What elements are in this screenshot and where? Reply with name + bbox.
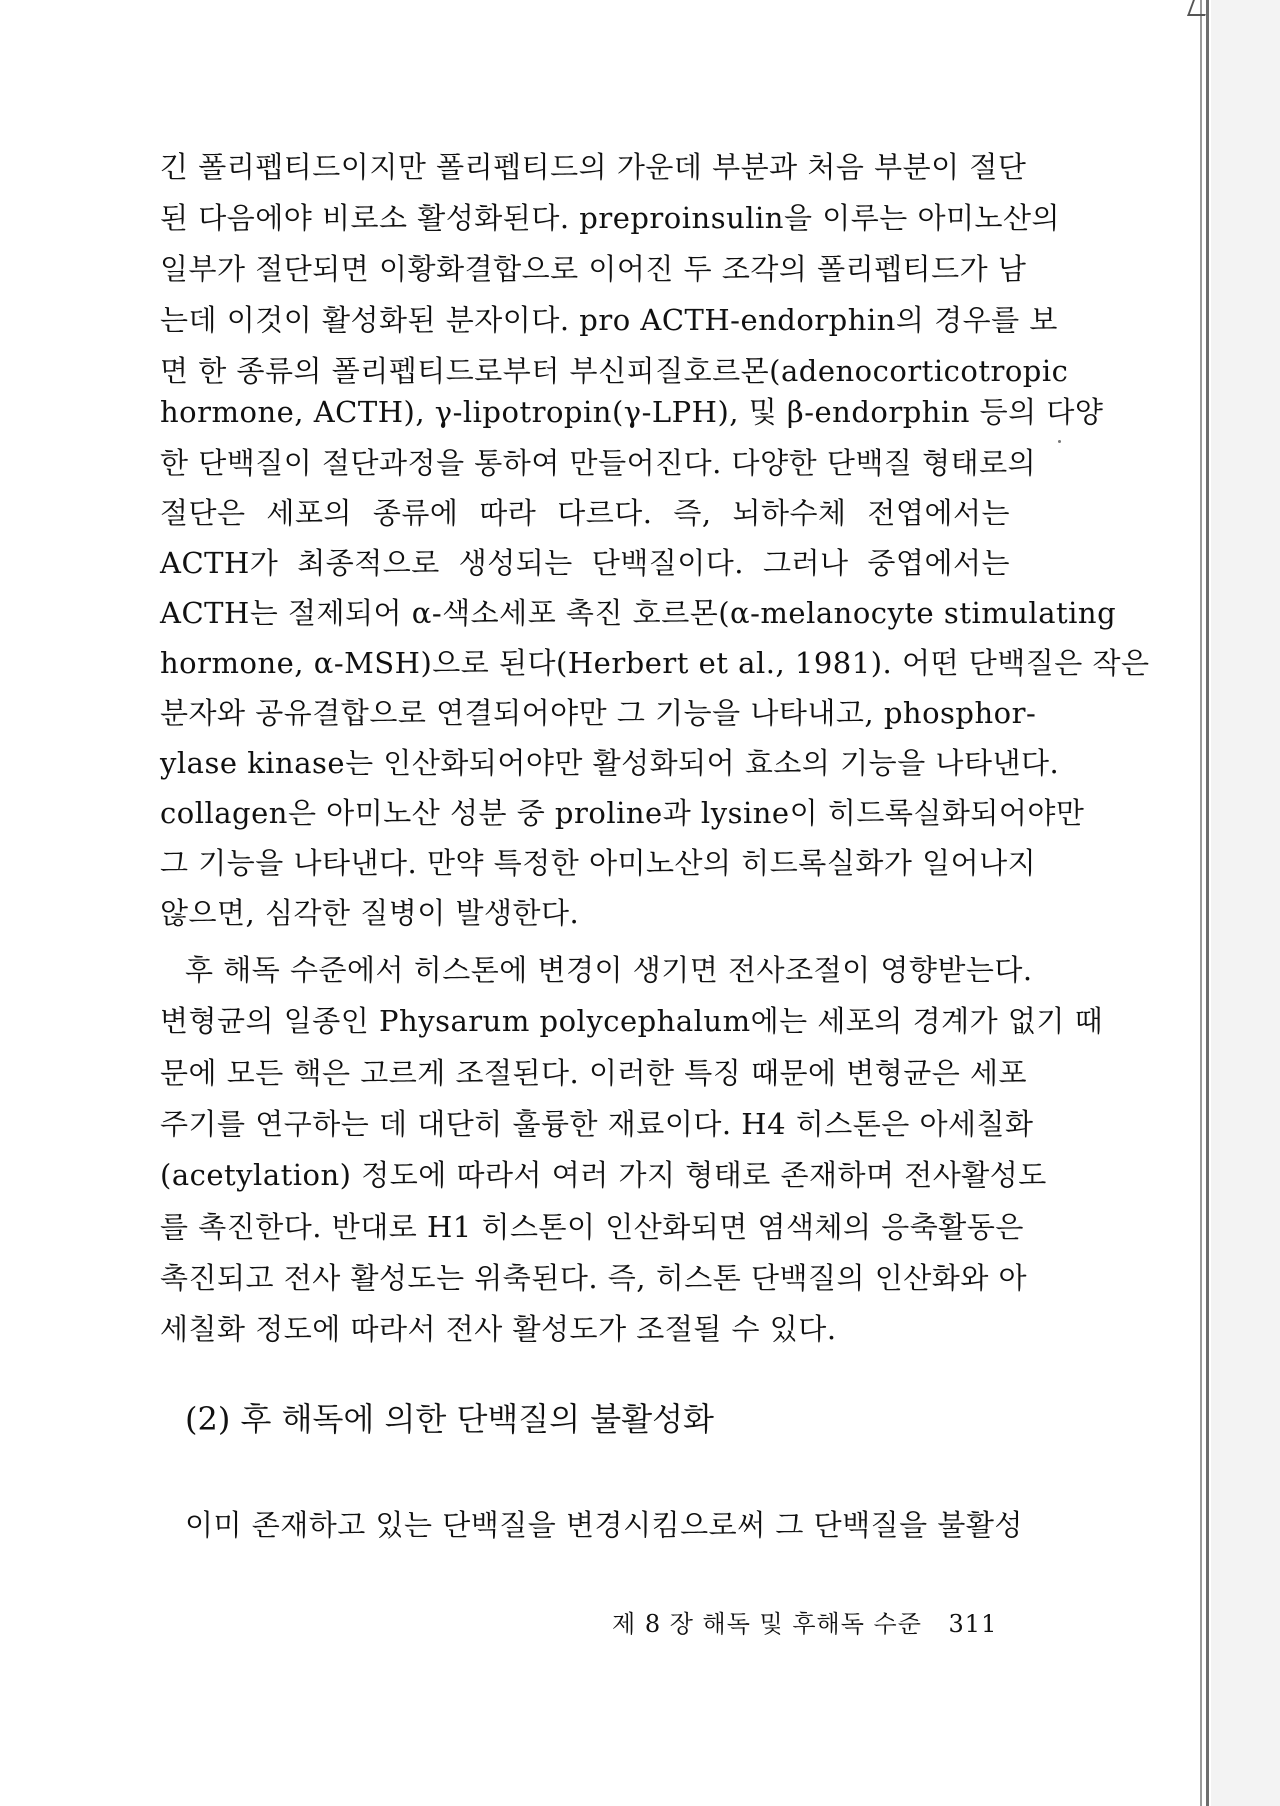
- scan-speck: [1058, 440, 1061, 443]
- text-line: hormone, ACTH), γ-lipotropin(γ-LPH), 및 β-endorphin 등의 다양: [160, 395, 1104, 429]
- text-line: 한 단백질이 절단과정을 통하여 만들어진다. 다양한 단백질 형태로의: [160, 446, 1037, 480]
- text-line: (acetylation) 정도에 따라서 여러 가지 형태로 존재하며 전사활성도: [160, 1158, 1047, 1192]
- text-line: ylase kinase는 인산화되어야만 활성화되어 효소의 기능을 나타낸다.: [160, 746, 1060, 780]
- text-line: 된 다음에야 비로소 활성화된다. preproinsulin을 이루는 아미노산의: [160, 201, 1061, 235]
- text-line: 그 기능을 나타낸다. 만약 특정한 아미노산의 히드록실화가 일어나지: [160, 846, 1037, 880]
- section-heading: (2) 후 해독에 의한 단백질의 불활성화: [185, 1400, 714, 1438]
- text-line: hormone, α-MSH)으로 된다(Herbert et al., 1981). 어떤 단백질은 작은: [160, 646, 1150, 680]
- text-line: 긴 폴리펩티드이지만 폴리펩티드의 가운데 부분과 처음 부분이 절단: [160, 150, 1027, 184]
- text-line: 후 해독 수준에서 히스톤에 변경이 생기면 전사조절이 영향받는다.: [185, 953, 1033, 987]
- page-number: 311: [948, 1610, 998, 1638]
- text-line: 문에 모든 핵은 고르게 조절된다. 이러한 특징 때문에 변형균은 세포: [160, 1056, 1028, 1090]
- page-edge: [1206, 0, 1209, 1806]
- text-line: 세칠화 정도에 따라서 전사 활성도가 조절될 수 있다.: [160, 1312, 837, 1346]
- text-line: 이미 존재하고 있는 단백질을 변경시킴으로써 그 단백질을 불활성: [185, 1508, 1023, 1542]
- text-line: 촉진되고 전사 활성도는 위축된다. 즉, 히스톤 단백질의 인산화와 아: [160, 1261, 1028, 1295]
- text-line: 는데 이것이 활성화된 분자이다. pro ACTH-endorphin의 경우를 보: [160, 303, 1058, 337]
- text-line: ACTH는 절제되어 α-색소세포 촉진 호르몬(α-melanocyte stimulating: [160, 596, 1117, 630]
- page-edge: [1200, 0, 1202, 1806]
- text-line: 를 촉진한다. 반대로 H1 히스톤이 인산화되면 염색체의 응축활동은: [160, 1210, 1024, 1244]
- text-line: collagen은 아미노산 성분 중 proline과 lysine이 히드록실화되어야만: [160, 796, 1085, 830]
- text-line: 주기를 연구하는 데 대단히 훌륭한 재료이다. H4 히스톤은 아세칠화: [160, 1107, 1034, 1141]
- text-line: 면 한 종류의 폴리펩티드로부터 부신피질호르몬(adenocorticotropic: [160, 354, 1069, 388]
- text-line: ACTH가 최종적으로 생성되는 단백질이다. 그러나 중엽에서는: [160, 546, 1010, 580]
- running-head: 제 8 장 해독 및 후해독 수준: [612, 1610, 922, 1638]
- text-line: 일부가 절단되면 이황화결합으로 이어진 두 조각의 폴리펩티드가 남: [160, 252, 1027, 286]
- page-footer: [612, 1608, 997, 1640]
- text-line: 절단은 세포의 종류에 따라 다르다. 즉, 뇌하수체 전엽에서는: [160, 496, 1010, 530]
- text-line: 분자와 공유결합으로 연결되어야만 그 기능을 나타내고, phosphor-: [160, 696, 1037, 730]
- text-line: 않으면, 심각한 질병이 발생한다.: [160, 896, 580, 930]
- page-margin-background: [1211, 0, 1280, 1806]
- text-line: 변형균의 일종인 Physarum polycephalum에는 세포의 경계가 없기 때: [160, 1004, 1104, 1038]
